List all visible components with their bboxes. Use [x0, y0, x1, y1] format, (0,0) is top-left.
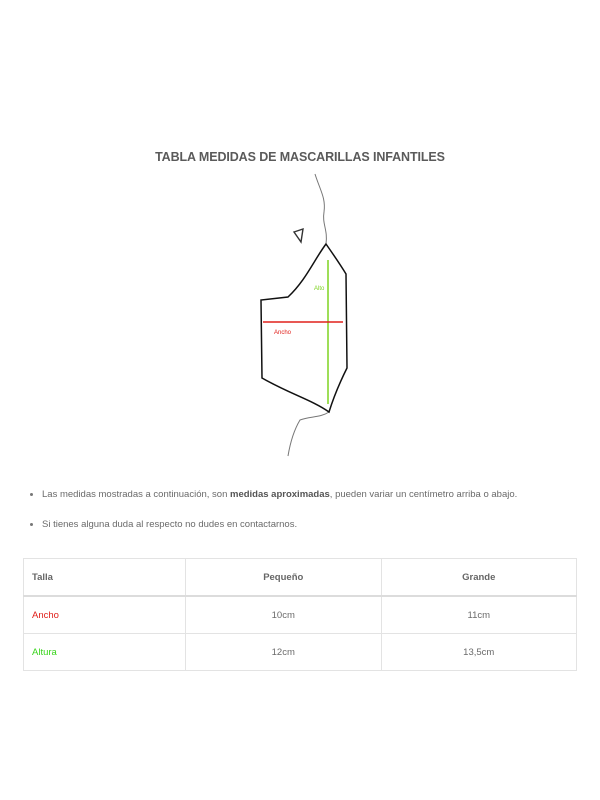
note-2-text: Si tienes alguna duda al respecto no dudes en contactarnos. [42, 519, 298, 530]
note-1-bold: medidas aproximadas [230, 489, 330, 500]
cell-ancho-grande: 11cm [381, 596, 577, 634]
row-label-altura: Altura [24, 634, 186, 671]
header-pequeno: Pequeño [186, 559, 382, 597]
header-talla: Talla [24, 559, 186, 597]
mask-diagram [240, 168, 370, 460]
face-profile-upper [315, 174, 326, 244]
cell-altura-grande: 13,5cm [381, 634, 577, 671]
mask-outline [261, 244, 347, 412]
cell-altura-pequeno: 12cm [186, 634, 382, 671]
ancho-label: Ancho [274, 330, 292, 336]
table-row [24, 634, 577, 671]
size-table [23, 558, 577, 671]
notes-list [30, 488, 590, 548]
page-title: TABLA MEDIDAS DE MASCARILLAS INFANTILES [155, 150, 445, 164]
note-contact [30, 518, 590, 532]
note-approximate [30, 488, 590, 502]
cell-ancho-pequeno: 10cm [186, 596, 382, 634]
note-1-text: Las medidas mostradas a continuación, son [42, 489, 230, 500]
table-row [24, 596, 577, 634]
face-profile-lower [288, 412, 329, 456]
header-grande: Grande [381, 559, 577, 597]
row-label-ancho: Ancho [24, 596, 186, 634]
table-header-row [24, 559, 577, 597]
note-1-end: , pueden variar un centímetro arriba o abajo. [329, 489, 518, 500]
alto-label: Alto [314, 286, 325, 292]
eye-icon [294, 229, 303, 242]
